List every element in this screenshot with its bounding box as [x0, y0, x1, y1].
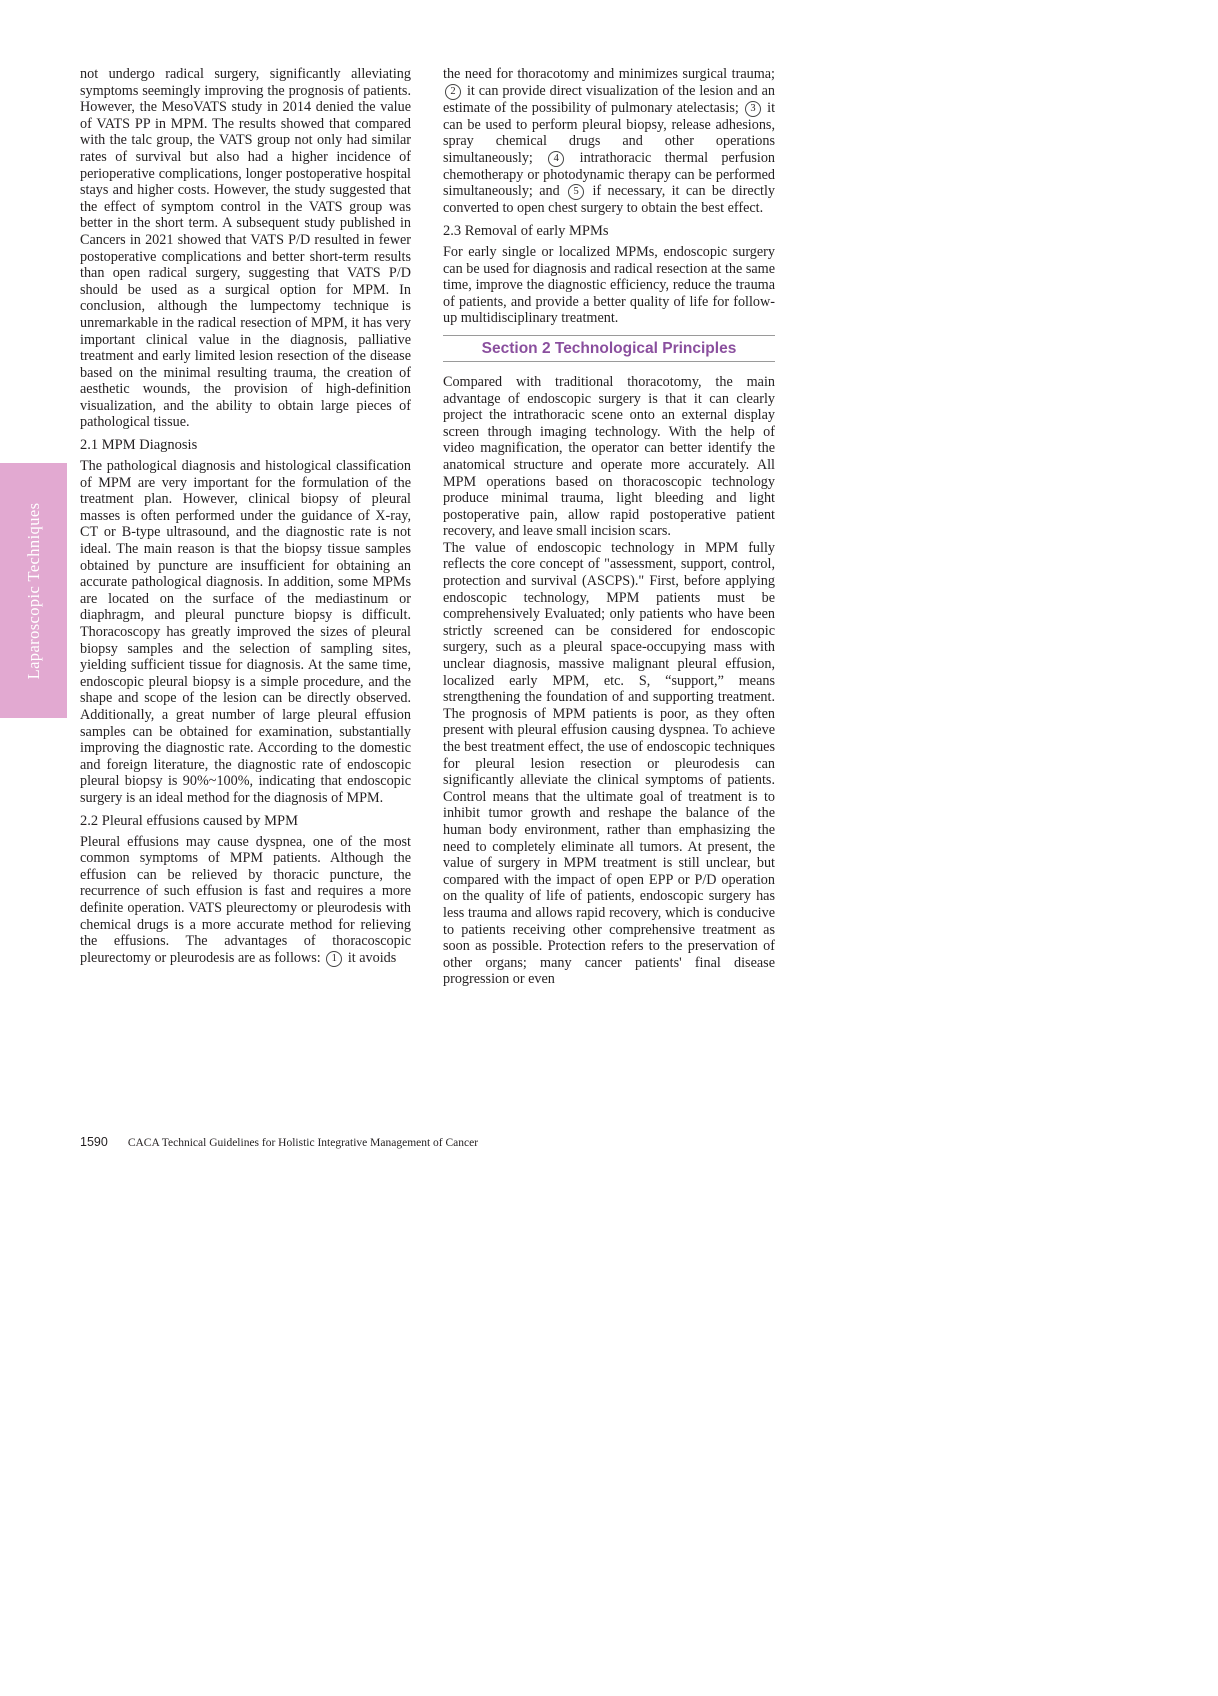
paragraph-text: it can be used to perform pleural biopsy, release adhesions, spray chemical drugs and other operations simultaneously; [443, 99, 776, 166]
paragraph-text: it avoids [347, 949, 397, 966]
paragraph: The value of endoscopic technology in MPM fully reflects the core concept of "assessment, support, control, protection and survival (ASCPS)." First, before applying endoscopic technology, MPM patients must be comprehensively Evaluated; only patients who have been strictly screened can be considered for endoscopic surgery, such as a pleural space-occupying mass with unclear diagnosis, massive malignant pleural effusion, localized early MPM, etc. S, “support,” means strengthening the foundation of and supporting treatment. The prognosis of MPM patients is poor, as they often present with pleural effusion causing dyspnea. To achieve the best treatment effect, the use of endoscopic techniques for pleural lesion resection or pleurodesis can significantly alleviate the clinical symptoms of patients. Control means that the ultimate goal of treatment is to inhibit tumor growth and reshape the balance of the human body environment, rather than emphasizing the need to completely eliminate all tumors. At present, the value of surgery in MPM treatment is still unclear, but compared with the impact of open EPP or P/D operation on the quality of life of patients, endoscopic surgery has less trauma and allows rapid recovery, which is conducive to patients receiving other comprehensive treatment as soon as possible. Protection refers to the preservation of other organs; many cancer patients' final disease progression or even [443, 539, 775, 988]
paragraph-text: intrathoracic thermal perfusion chemotherapy or photodynamic therapy can be performed simultaneously; and [443, 149, 776, 200]
side-tab-label: Laparoscopic Techniques [23, 502, 43, 679]
paragraph: Compared with traditional thoracotomy, the main advantage of endoscopic surgery is that it can clearly project the intrathoracic scene onto an external display screen through imaging technology. With the help of video magnification, the operator can better identify the anatomical structure and operate more accurately. All MPM operations based on thoracoscopic technology produce minimal trauma, light bleeding and light postoperative pain, allow rapid postoperative patient recovery, and leave small incision scars. [443, 373, 775, 540]
paragraph-text: the need for thoracotomy and minimizes surgical trauma; [443, 66, 775, 82]
circled-number-marker: 2 [445, 84, 461, 100]
subsection-heading: 2.1 MPM Diagnosis [80, 437, 198, 454]
circled-number-marker: 1 [326, 951, 342, 967]
paragraph [443, 66, 775, 217]
paragraph-text: if necessary, it can be directly converted to open chest surgery to obtain the best effect. [443, 183, 776, 217]
paragraph-text: it can provide direct visualization of the lesion and an estimate of the possibility of pulmonary atelectasis; [443, 82, 775, 116]
paragraph [80, 834, 411, 967]
paragraph-text: Pleural effusions may cause dyspnea, one of the most common symptoms of MPM patients. Although the effusion can be relieved by thoracic puncture, the recurrence of such effusion is fast and requires a more definite operation. VATS pleurectomy or pleurodesis with chemical drugs is a more accurate method for relieving the effusions. The advantages of thoracoscopic pleurectomy or pleurodesis are as follows: [80, 833, 411, 966]
circled-number-marker: 4 [548, 151, 564, 167]
page-number: 1590 [80, 1135, 108, 1149]
circled-number-marker: 3 [745, 101, 761, 117]
paragraph: not undergo radical surgery, significantly alleviating symptoms seemingly improving the prognosis of patients. However, the MesoVATS study in 2014 denied the value of VATS PP in MPM. The results showed that compared with the talc group, the VATS group not only had similar rates of survival but also had a higher incidence of perioperative complications, longer postoperative hospital stays and higher costs. However, the study suggested that the effect of symptom control in the VATS group was better in the short term. A subsequent study published in Cancers in 2021 showed that VATS P/D resulted in fewer postoperative complications and better short-term results than open radical surgery, suggesting that VATS P/D should be used as a surgical option for MPM. In conclusion, although the lumpectomy technique is unremarkable in the radical resection of MPM, it has very important clinical value in the diagnosis, palliative treatment and early limited lesion resection of the disease based on the minimal resulting trauma, the creation of aesthetic wounds, the provision of high-definition visualization, and the ability to obtain large pieces of pathological tissue. [80, 66, 411, 431]
side-tab [0, 463, 67, 718]
page-footer [80, 1135, 478, 1150]
left-column [80, 66, 411, 967]
section-heading: Section 2 Technological Principles [443, 335, 775, 362]
running-title: CACA Technical Guidelines for Holistic Integrative Management of Cancer [127, 1137, 479, 1149]
circled-number-marker: 5 [568, 184, 584, 200]
right-column [443, 66, 775, 988]
subsection-heading: 2.3 Removal of early MPMs [443, 222, 609, 239]
paragraph: For early single or localized MPMs, endoscopic surgery can be used for diagnosis and radical resection at the same time, improve the diagnostic efficiency, reduce the trauma of patients, and provide a better quality of life for follow-up multidisciplinary treatment. [443, 243, 775, 327]
paragraph: The pathological diagnosis and histological classification of MPM are very important for the formulation of the treatment plan. However, clinical biopsy of pleural masses is often performed under the guidance of X-ray, CT or B-type ultrasound, and the diagnostic rate is not ideal. The main reason is that the biopsy tissue samples obtained by puncture are insufficient for obtaining an accurate pathological diagnosis. In addition, some MPMs are located on the surface of the mediastinum or diaphragm, and pleural puncture biopsy is difficult. Thoracoscopy has greatly improved the sizes of pleural biopsy samples and the selection of sampling sites, yielding sufficient tissue for diagnosis. At the same time, endoscopic pleural biopsy is a simple procedure, and the shape and scope of the lesion can be directly observed. Additionally, a great number of large pleural effusion samples can be obtained for examination, substantially improving the diagnostic rate. According to the domestic and foreign literature, the diagnostic rate of endoscopic pleural biopsy is 90%~100%, indicating that endoscopic surgery is an ideal method for the diagnosis of MPM. [80, 458, 411, 806]
subsection-heading: 2.2 Pleural effusions caused by MPM [80, 812, 299, 829]
